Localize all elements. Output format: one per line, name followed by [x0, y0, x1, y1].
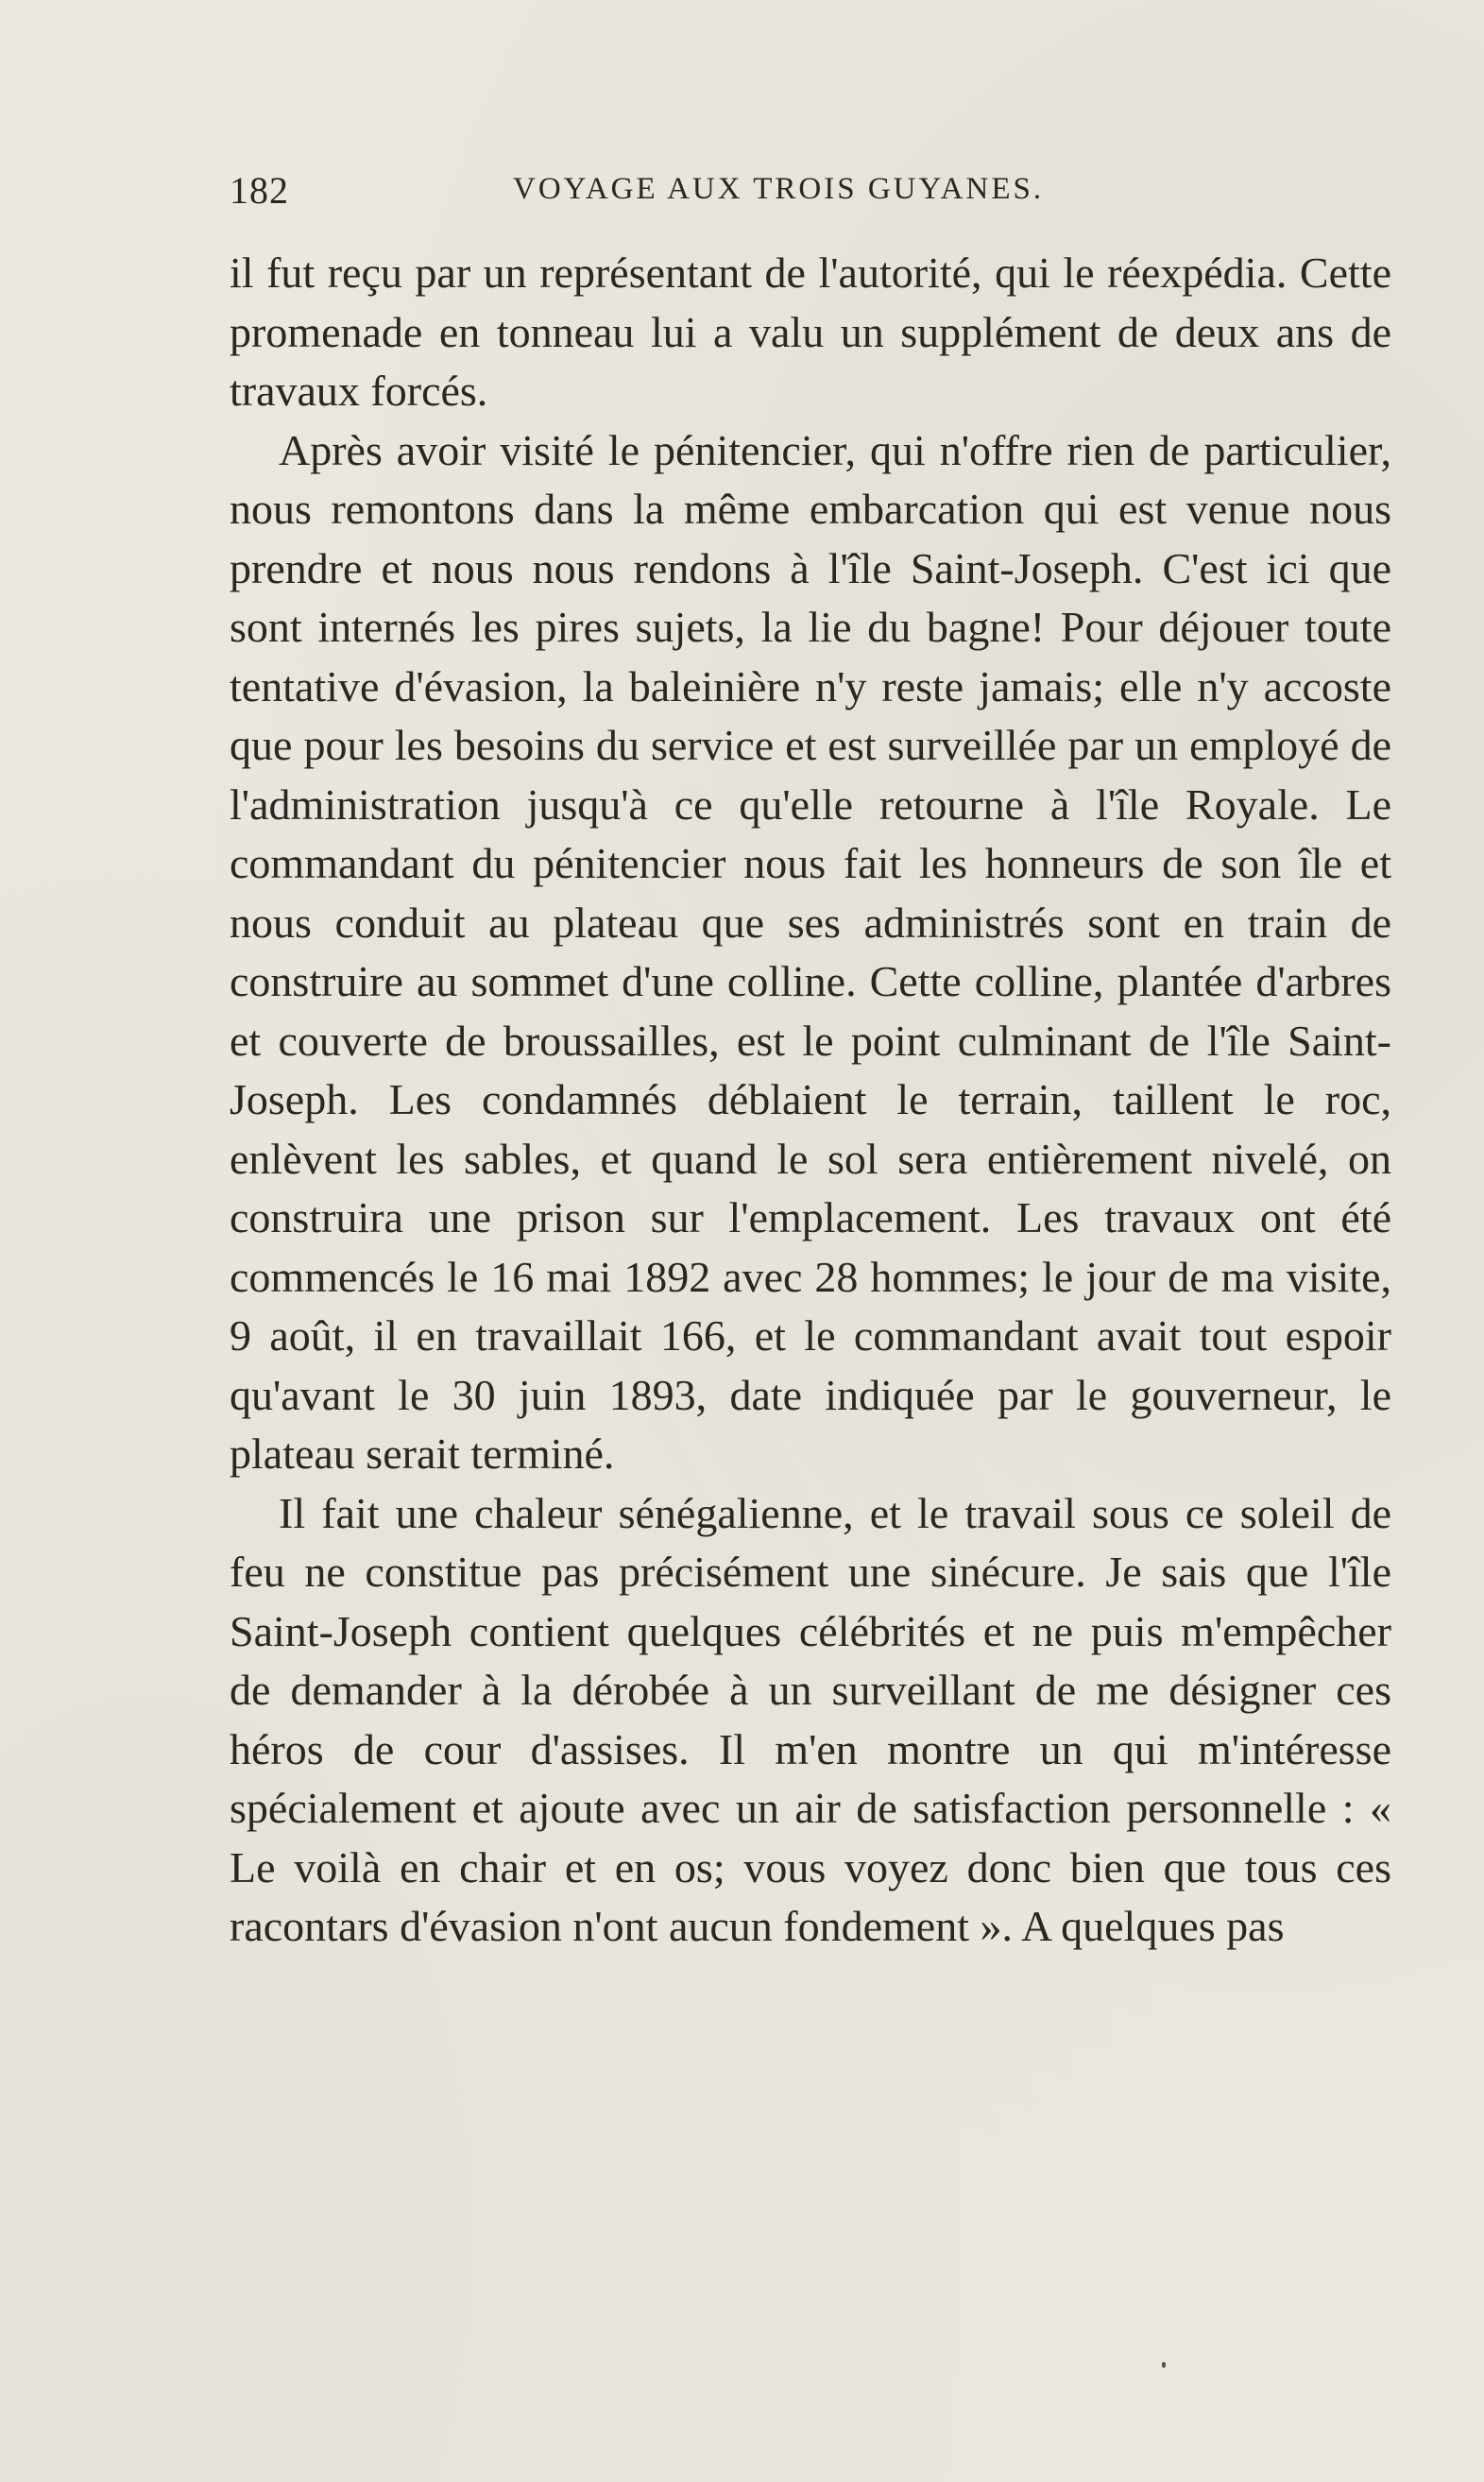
paragraph-1: il fut reçu par un représentant de l'autorité, qui le réexpédia. Cette promenade en tonneau lui a valu un supplément de deux ans de travaux forcés. [230, 248, 1391, 415]
page-number: 182 [230, 169, 289, 212]
paragraph-2: Après avoir visité le pénitencier, qui n'offre rien de particulier, nous remontons dans la même embarcation qui est venue nous prendre et nous nous rendons à l'île Saint-Joseph. C'est ici que sont internés les pires sujets, la lie du bagne! Pour déjouer toute tentative d'évasion, la baleinière n'y reste jamais; elle n'y accoste que pour les besoins du service et est surveillée par un employé de l'administration jusqu'à ce qu'elle retourne à l'île Royale. Le commandant du pénitencier nous fait les honneurs de son île et nous conduit au plateau que ses administrés sont en train de construire au sommet d'une colline. Cette colline, plantée d'arbres et couverte de broussailles, est le point culminant de l'île Saint-Joseph. Les condamnés déblaient le terrain, taillent le roc, enlèvent les sables, et quand le sol sera entièrement nivelé, on construira une prison sur l'emplacement. Les travaux ont été commencés le 16 mai 1892 avec 28 hommes; le jour de ma visite, 9 août, il en travaillait 166, et le commandant avait tout espoir qu'avant le 30 juin 1893, date indiquée par le gouverneur, le plateau serait terminé. [230, 425, 1391, 1478]
running-title: VOYAGE AUX TROIS GUYANES. [513, 172, 1045, 206]
body-text [230, 244, 1391, 1957]
page-header [230, 168, 1391, 221]
ink-speck [1162, 2362, 1166, 2368]
paragraph-3: Il fait une chaleur sénégalienne, et le travail sous ce soleil de feu ne constitue pas précisément une sinécure. Je sais que l'île Saint-Joseph contient quelques célébrités et ne puis m'empêcher de demander à la dérobée à un surveillant de me désigner ces héros de cour d'assises. Il m'en montre un qui m'intéresse spécialement et ajoute avec un air de satisfaction personnelle : « Le voilà en chair et en os; vous voyez donc bien que tous ces racontars d'évasion n'ont aucun fondement ». A quelques pas [230, 1488, 1391, 1950]
